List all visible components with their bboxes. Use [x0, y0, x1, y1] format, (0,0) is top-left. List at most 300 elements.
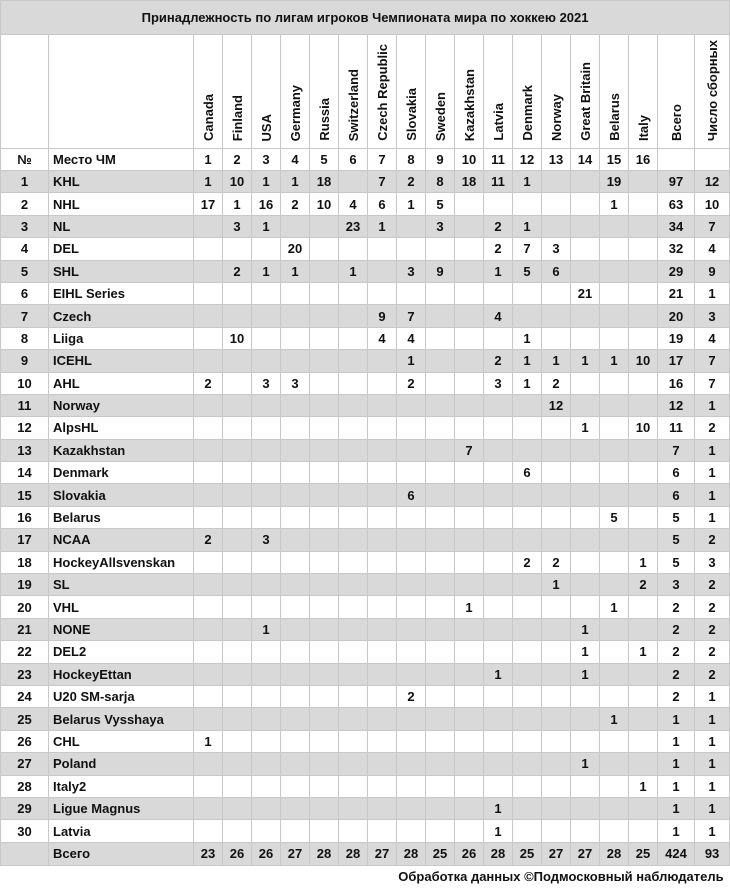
row-number: 11 — [1, 394, 49, 416]
player-count — [484, 551, 513, 573]
player-count — [223, 641, 252, 663]
league-name: NCAA — [49, 529, 194, 551]
player-count — [629, 685, 658, 707]
player-count — [571, 775, 600, 797]
player-count: 2 — [484, 238, 513, 260]
player-count: 7 — [368, 171, 397, 193]
player-count — [455, 506, 484, 528]
row-teams: 1 — [695, 394, 730, 416]
league-name: HockeyEttan — [49, 663, 194, 685]
column-total: 27 — [571, 842, 600, 865]
player-count — [310, 820, 339, 842]
row-teams: 1 — [695, 708, 730, 730]
player-count: 5 — [513, 260, 542, 282]
row-total: 11 — [658, 417, 695, 439]
player-count: 1 — [281, 260, 310, 282]
player-count — [223, 484, 252, 506]
player-count — [310, 327, 339, 349]
league-name: NHL — [49, 193, 194, 215]
player-count — [281, 350, 310, 372]
player-count: 1 — [484, 797, 513, 819]
table-row — [1, 350, 730, 372]
player-count — [542, 529, 571, 551]
player-count: 3 — [426, 215, 455, 237]
place-number: 1 — [194, 149, 223, 171]
player-count — [426, 797, 455, 819]
row-teams: 7 — [695, 350, 730, 372]
player-count — [513, 417, 542, 439]
player-count — [397, 215, 426, 237]
country-header — [397, 35, 426, 149]
row-number: 2 — [1, 193, 49, 215]
player-count — [368, 372, 397, 394]
row-number: 26 — [1, 730, 49, 752]
player-count — [455, 753, 484, 775]
player-count: 19 — [600, 171, 629, 193]
player-count — [339, 596, 368, 618]
place-number: 7 — [368, 149, 397, 171]
player-count: 23 — [339, 215, 368, 237]
player-count — [600, 484, 629, 506]
player-count — [397, 574, 426, 596]
table-row — [1, 618, 730, 640]
player-count — [194, 663, 223, 685]
player-count — [194, 641, 223, 663]
player-count — [368, 350, 397, 372]
player-count — [513, 282, 542, 304]
country-header — [542, 35, 571, 149]
player-count — [339, 574, 368, 596]
player-count — [368, 663, 397, 685]
player-count — [252, 820, 281, 842]
player-count — [368, 439, 397, 461]
player-count — [455, 574, 484, 596]
player-count: 3 — [252, 529, 281, 551]
player-count — [571, 484, 600, 506]
player-count — [194, 484, 223, 506]
player-count — [426, 618, 455, 640]
player-count — [484, 574, 513, 596]
player-count: 1 — [484, 663, 513, 685]
player-count — [571, 551, 600, 573]
league-name: Czech — [49, 305, 194, 327]
row-number: 10 — [1, 372, 49, 394]
player-count — [368, 238, 397, 260]
player-count — [368, 394, 397, 416]
player-count: 7 — [455, 439, 484, 461]
blank — [1, 842, 49, 865]
player-count — [542, 753, 571, 775]
league-name: KHL — [49, 171, 194, 193]
player-count — [542, 439, 571, 461]
player-count — [600, 574, 629, 596]
player-count — [252, 484, 281, 506]
row-teams: 4 — [695, 327, 730, 349]
table-row — [1, 305, 730, 327]
player-count — [368, 529, 397, 551]
row-number: 15 — [1, 484, 49, 506]
player-count — [426, 417, 455, 439]
player-count: 18 — [455, 171, 484, 193]
player-count — [571, 327, 600, 349]
player-count — [455, 193, 484, 215]
place-number: 13 — [542, 149, 571, 171]
row-total: 5 — [658, 506, 695, 528]
player-count — [426, 730, 455, 752]
table-row — [1, 215, 730, 237]
player-count — [194, 238, 223, 260]
country-header-label: USA — [258, 113, 274, 141]
table-row — [1, 462, 730, 484]
player-count: 2 — [194, 372, 223, 394]
table-row — [1, 730, 730, 752]
player-count — [513, 708, 542, 730]
player-count: 3 — [281, 372, 310, 394]
grand-total: 424 — [658, 842, 695, 865]
league-name: SHL — [49, 260, 194, 282]
player-count: 12 — [542, 394, 571, 416]
player-count — [310, 641, 339, 663]
player-count — [629, 439, 658, 461]
row-total: 6 — [658, 484, 695, 506]
player-count: 18 — [310, 171, 339, 193]
player-count: 1 — [513, 327, 542, 349]
row-number: 6 — [1, 282, 49, 304]
player-count — [252, 238, 281, 260]
player-count: 1 — [542, 574, 571, 596]
table-row — [1, 260, 730, 282]
table-row — [1, 596, 730, 618]
column-total: 28 — [484, 842, 513, 865]
player-count: 1 — [513, 171, 542, 193]
player-count — [600, 663, 629, 685]
row-number: 30 — [1, 820, 49, 842]
player-count: 8 — [426, 171, 455, 193]
row-total: 7 — [658, 439, 695, 461]
player-count — [223, 663, 252, 685]
player-count: 3 — [542, 238, 571, 260]
player-count — [513, 618, 542, 640]
row-number: 17 — [1, 529, 49, 551]
player-count — [339, 506, 368, 528]
player-count — [397, 439, 426, 461]
player-count — [629, 618, 658, 640]
player-count — [397, 417, 426, 439]
title-row — [1, 1, 730, 35]
column-total: 25 — [426, 842, 455, 865]
player-count — [223, 551, 252, 573]
player-count — [252, 506, 281, 528]
country-header-label: Latvia — [490, 103, 506, 141]
player-count: 1 — [484, 820, 513, 842]
player-count: 6 — [513, 462, 542, 484]
player-count — [513, 820, 542, 842]
player-count — [513, 394, 542, 416]
player-count — [252, 596, 281, 618]
player-count — [368, 685, 397, 707]
player-count — [484, 529, 513, 551]
player-count — [194, 394, 223, 416]
player-count: 10 — [310, 193, 339, 215]
row-total: 2 — [658, 663, 695, 685]
player-count — [484, 730, 513, 752]
row-teams: 1 — [695, 282, 730, 304]
player-count — [484, 775, 513, 797]
player-count — [455, 708, 484, 730]
player-count: 1 — [600, 708, 629, 730]
column-total: 27 — [542, 842, 571, 865]
table-row — [1, 372, 730, 394]
player-count — [281, 618, 310, 640]
player-count — [571, 506, 600, 528]
league-name: VHL — [49, 596, 194, 618]
league-name: Liiga — [49, 327, 194, 349]
player-count — [397, 238, 426, 260]
league-name: Slovakia — [49, 484, 194, 506]
player-count — [426, 574, 455, 596]
player-count: 1 — [629, 641, 658, 663]
player-count — [426, 439, 455, 461]
player-count: 2 — [484, 350, 513, 372]
player-count — [281, 484, 310, 506]
player-count — [426, 529, 455, 551]
player-count — [223, 282, 252, 304]
player-count — [571, 730, 600, 752]
player-count — [223, 820, 252, 842]
player-count: 1 — [571, 618, 600, 640]
player-count: 1 — [194, 730, 223, 752]
player-count — [600, 730, 629, 752]
player-count — [339, 171, 368, 193]
player-count — [513, 529, 542, 551]
player-count — [600, 215, 629, 237]
player-count — [542, 775, 571, 797]
player-count — [397, 529, 426, 551]
player-count: 1 — [629, 551, 658, 573]
row-total: 20 — [658, 305, 695, 327]
player-count: 10 — [629, 350, 658, 372]
row-number: 4 — [1, 238, 49, 260]
player-count — [339, 372, 368, 394]
row-number: 20 — [1, 596, 49, 618]
player-count: 1 — [252, 215, 281, 237]
table-row — [1, 282, 730, 304]
player-count: 9 — [368, 305, 397, 327]
league-header: Место ЧМ — [49, 149, 194, 171]
player-count: 6 — [542, 260, 571, 282]
country-header — [426, 35, 455, 149]
player-count — [281, 753, 310, 775]
player-count — [339, 551, 368, 573]
row-teams: 1 — [695, 439, 730, 461]
totals-label: Всего — [49, 842, 194, 865]
player-count — [368, 820, 397, 842]
row-total: 19 — [658, 327, 695, 349]
player-count — [339, 305, 368, 327]
player-count — [455, 260, 484, 282]
player-count: 4 — [339, 193, 368, 215]
player-count — [571, 462, 600, 484]
player-count — [484, 327, 513, 349]
player-count — [223, 574, 252, 596]
player-count: 1 — [339, 260, 368, 282]
row-teams: 1 — [695, 462, 730, 484]
player-count — [455, 551, 484, 573]
player-count — [252, 663, 281, 685]
player-count — [542, 685, 571, 707]
row-total: 16 — [658, 372, 695, 394]
row-total: 2 — [658, 596, 695, 618]
row-teams: 2 — [695, 417, 730, 439]
player-count — [252, 797, 281, 819]
player-count — [455, 350, 484, 372]
player-count — [629, 282, 658, 304]
player-count: 1 — [513, 215, 542, 237]
row-teams: 4 — [695, 238, 730, 260]
player-count: 1 — [513, 350, 542, 372]
player-count — [600, 529, 629, 551]
player-count — [571, 529, 600, 551]
place-number: 9 — [426, 149, 455, 171]
player-count — [542, 417, 571, 439]
player-count — [368, 753, 397, 775]
player-count — [368, 417, 397, 439]
player-count: 6 — [397, 484, 426, 506]
player-count — [310, 484, 339, 506]
place-number: 10 — [455, 149, 484, 171]
country-header-label: Germany — [287, 84, 303, 141]
table-row — [1, 394, 730, 416]
player-count — [310, 708, 339, 730]
player-count — [629, 193, 658, 215]
table-row — [1, 238, 730, 260]
player-count — [513, 596, 542, 618]
player-count — [629, 215, 658, 237]
row-teams: 9 — [695, 260, 730, 282]
player-count — [339, 797, 368, 819]
row-number: 8 — [1, 327, 49, 349]
row-total: 21 — [658, 282, 695, 304]
player-count: 2 — [542, 551, 571, 573]
player-count: 1 — [571, 350, 600, 372]
player-count — [455, 394, 484, 416]
player-count: 1 — [571, 753, 600, 775]
totals-row — [1, 842, 730, 865]
player-count — [542, 730, 571, 752]
player-count — [281, 797, 310, 819]
player-count — [368, 462, 397, 484]
row-number: 25 — [1, 708, 49, 730]
blank — [658, 149, 695, 171]
player-count — [600, 797, 629, 819]
place-number: 4 — [281, 149, 310, 171]
player-count — [600, 753, 629, 775]
player-count: 1 — [194, 171, 223, 193]
country-header — [571, 35, 600, 149]
place-number: 15 — [600, 149, 629, 171]
player-count — [397, 708, 426, 730]
player-count — [600, 439, 629, 461]
league-name: HockeyAllsvenskan — [49, 551, 194, 573]
player-count — [281, 417, 310, 439]
player-count — [194, 350, 223, 372]
player-count — [310, 506, 339, 528]
player-count — [310, 350, 339, 372]
player-count — [310, 663, 339, 685]
player-count — [368, 484, 397, 506]
league-name: Norway — [49, 394, 194, 416]
player-count — [484, 618, 513, 640]
player-count — [426, 663, 455, 685]
footer-row — [1, 865, 730, 888]
player-count — [571, 820, 600, 842]
row-number: 18 — [1, 551, 49, 573]
player-count — [571, 797, 600, 819]
player-count: 1 — [542, 350, 571, 372]
player-count — [513, 574, 542, 596]
column-total: 28 — [310, 842, 339, 865]
player-count — [339, 775, 368, 797]
player-count — [281, 708, 310, 730]
player-count — [426, 506, 455, 528]
player-count — [397, 462, 426, 484]
teams-header-label: Число сборных — [704, 39, 720, 141]
player-count — [571, 193, 600, 215]
player-count — [397, 506, 426, 528]
league-name: SL — [49, 574, 194, 596]
country-header-label: Belarus — [606, 93, 622, 141]
row-teams: 2 — [695, 596, 730, 618]
player-count — [571, 171, 600, 193]
row-total: 5 — [658, 551, 695, 573]
player-count — [194, 327, 223, 349]
player-count — [252, 417, 281, 439]
league-name: NONE — [49, 618, 194, 640]
player-count — [600, 618, 629, 640]
player-count: 1 — [252, 171, 281, 193]
player-count — [310, 305, 339, 327]
player-count — [397, 730, 426, 752]
player-count — [310, 753, 339, 775]
player-count — [194, 417, 223, 439]
player-count: 1 — [600, 596, 629, 618]
player-count — [339, 730, 368, 752]
country-header — [600, 35, 629, 149]
player-count: 1 — [397, 350, 426, 372]
row-total: 1 — [658, 775, 695, 797]
player-count: 4 — [397, 327, 426, 349]
player-count — [397, 797, 426, 819]
player-count — [194, 685, 223, 707]
player-count — [310, 730, 339, 752]
player-count — [252, 551, 281, 573]
player-count — [339, 641, 368, 663]
player-count — [223, 797, 252, 819]
player-count — [484, 641, 513, 663]
player-count — [426, 753, 455, 775]
player-count — [426, 685, 455, 707]
row-total: 97 — [658, 171, 695, 193]
row-total: 2 — [658, 641, 695, 663]
player-count — [310, 215, 339, 237]
league-name: DEL2 — [49, 641, 194, 663]
player-count: 1 — [571, 663, 600, 685]
player-count — [281, 641, 310, 663]
player-count — [455, 462, 484, 484]
column-total: 28 — [600, 842, 629, 865]
player-count — [194, 506, 223, 528]
player-count — [455, 238, 484, 260]
